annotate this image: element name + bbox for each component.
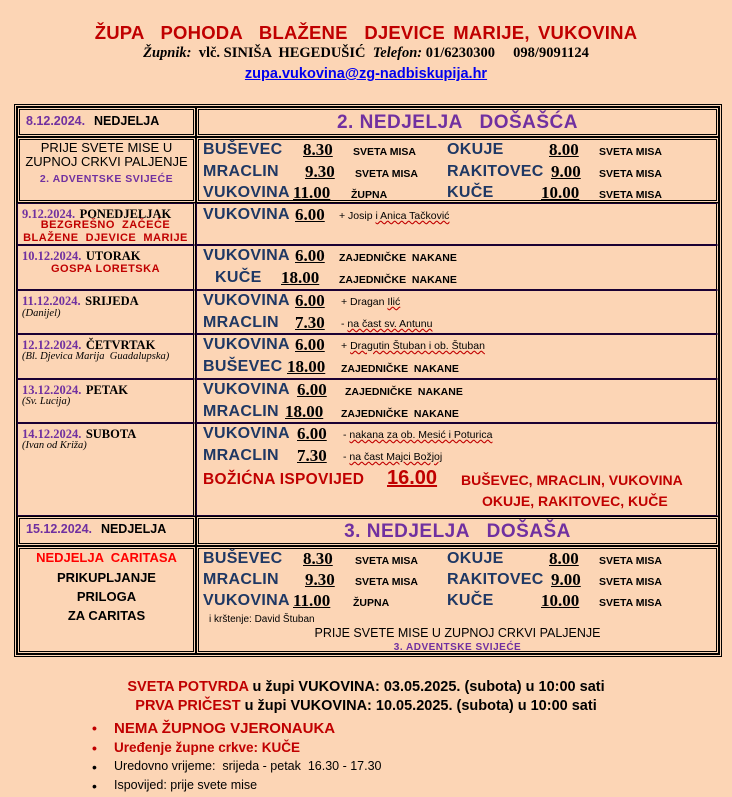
candle-line1: PRIJE SVETE MISE U ZUPNOJ CRKVI PALJENJE — [314, 626, 601, 640]
sunday1-note-line3: 2. ADVENTSKE SVIJEĆE — [39, 173, 174, 185]
mass-time: 8.00 — [549, 549, 579, 568]
mass-label: ZAJEDNIČKE NAKANE — [339, 252, 457, 264]
mass-label: SVETA MISA — [599, 576, 663, 588]
saint-name: (Ivan od Križa) — [22, 440, 87, 451]
confession-places-2: OKUJE, RAKITOVEC, KUČE — [482, 493, 668, 509]
day-name: PETAK — [85, 383, 128, 397]
day-cell-13-12 — [17, 379, 196, 423]
day-name: UTORAK — [85, 249, 141, 263]
sunday2-note-cell — [17, 546, 196, 654]
saint-name: (Bl. Djevica Marija Guadalupska) — [22, 351, 170, 362]
announcement-item: • NEMA ŽUPNOG VJERONAUKA — [92, 720, 382, 740]
intent-prefix: + — [341, 340, 351, 352]
day-cell-14-12 — [17, 423, 196, 516]
confirmation-details: u župi VUKOVINA: 03.05.2025. (subota) u 10:00 sati — [248, 679, 605, 695]
masses-cell-9-12 — [196, 203, 719, 245]
intent-prefix: - — [343, 429, 350, 441]
mass-time: 7.30 — [297, 446, 327, 465]
mass-time: 10.00 — [541, 591, 580, 610]
mass-time: 8.30 — [303, 549, 333, 568]
intent-prefix: - — [343, 451, 350, 463]
intent-text: Ilić — [387, 296, 401, 308]
sunday2-date-cell — [17, 516, 196, 546]
sunday1-date: 8.12.2024. — [26, 114, 86, 128]
sunday2-masses-cell — [196, 546, 719, 654]
saint-name: (Sv. Lucija) — [22, 396, 71, 407]
intent-text: na čast sv. Antunu — [347, 318, 433, 330]
mass-time: 6.00 — [297, 380, 327, 399]
mass-time: 6.00 — [295, 291, 325, 310]
mass-label: ZAJEDNIČKE NAKANE — [341, 363, 459, 375]
masses-cell-14-12 — [196, 423, 719, 516]
mass-label: SVETA MISA — [355, 576, 419, 588]
mass-place: BUŠEVEC — [203, 550, 283, 567]
mass-label: ŽUPNA — [351, 189, 388, 201]
mass-time: 9.00 — [551, 570, 581, 589]
mass-place: OKUJE — [447, 141, 504, 158]
mass-time: 18.00 — [281, 268, 320, 287]
day-date: 12.12.2024. — [22, 338, 82, 352]
feast-line1: BEZGREŠNO ZAČEĆE — [40, 219, 171, 231]
pastor-name: vlč. SINIŠA HEGEDUŠIĆ — [198, 45, 366, 61]
mass-intent — [341, 318, 432, 330]
day-date: 14.12.2024. — [22, 427, 82, 441]
phone-label: Telefon: — [372, 45, 423, 61]
masses-cell-13-12 — [196, 379, 719, 423]
mass-place: RAKITOVEC — [447, 571, 544, 588]
mass-place: VUKOVINA — [203, 247, 290, 264]
mass-place: VUKOVINA — [203, 381, 290, 398]
mass-time: 18.00 — [287, 357, 326, 376]
day-name: PONEDJELJAK — [79, 207, 172, 221]
mass-place: MRACLIN — [203, 571, 279, 588]
mass-intent — [341, 340, 485, 352]
sunday2-day: NEDJELJA — [100, 522, 167, 536]
mass-place: KUČE — [447, 184, 494, 201]
mass-place: RAKITOVEC — [447, 163, 544, 180]
mass-time: 8.00 — [549, 140, 579, 159]
pastor-info — [0, 45, 732, 62]
masses-cell-10-12 — [196, 245, 719, 290]
day-date: 9.12.2024. — [22, 207, 76, 221]
day-date: 10.12.2024. — [22, 249, 82, 263]
masses-cell-12-12 — [196, 334, 719, 379]
intent-text: nakana za ob. Mesić i Poturica — [349, 429, 493, 441]
mass-time: 7.30 — [295, 313, 325, 332]
mass-place: MRACLIN — [203, 403, 279, 420]
announcements-list — [92, 720, 382, 797]
feast-line1: GOSPA LORETSKA — [50, 263, 161, 275]
masses-cell-11-12 — [196, 290, 719, 334]
day-name: ČETVRTAK — [85, 338, 156, 352]
day-cell-12-12 — [17, 334, 196, 379]
baptism-note: i krštenje: David Štuban — [209, 614, 315, 625]
day-date: 13.12.2024. — [22, 383, 82, 397]
mass-time: 11.00 — [293, 591, 331, 610]
sunday1-title-cell — [196, 107, 719, 137]
mass-place: VUKOVINA — [203, 184, 290, 201]
mass-label: SVETA MISA — [599, 146, 663, 158]
mass-time: 6.00 — [295, 335, 325, 354]
mass-place: VUKOVINA — [203, 206, 290, 223]
mass-label: SVETA MISA — [599, 168, 663, 180]
day-date: 11.12.2024. — [22, 294, 81, 308]
sunday1-note-line1: PRIJE SVETE MISE U — [40, 140, 173, 155]
confession-places-1: BUŠEVEC, MRACLIN, VUKOVINA — [461, 472, 683, 488]
mass-time: 9.30 — [305, 570, 335, 589]
sunday1-note-cell — [17, 137, 196, 203]
confirmation-line — [0, 679, 732, 695]
mass-label: ZAJEDNIČKE NAKANE — [341, 408, 459, 420]
caritas-line4: ZA CARITAS — [67, 608, 146, 623]
mass-time: 18.00 — [285, 402, 324, 421]
mass-place: MRACLIN — [203, 163, 279, 180]
day-cell-11-12 — [17, 290, 196, 334]
intent-text: na čast Majci Božjoj — [349, 451, 443, 463]
mass-label: SVETA MISA — [353, 146, 417, 158]
sunday1-note-line2: ZUPNOJ CRKVI PALJENJE — [25, 154, 188, 169]
mass-place: VUKOVINA — [203, 425, 290, 442]
day-name: SRIJEDA — [85, 294, 139, 308]
mass-place: VUKOVINA — [203, 336, 290, 353]
mass-time: 9.00 — [551, 162, 581, 181]
mass-time: 6.00 — [295, 205, 325, 224]
mass-time: 8.30 — [303, 140, 333, 159]
mass-label: SVETA MISA — [355, 168, 419, 180]
mass-place: KUČE — [215, 269, 262, 286]
mass-time: 9.30 — [305, 162, 335, 181]
mass-place: OKUJE — [447, 550, 504, 567]
mass-label: SVETA MISA — [355, 555, 419, 567]
communion-line — [0, 698, 732, 714]
confirmation-label: SVETA POTVRDA — [127, 679, 249, 695]
intent-prefix: - — [341, 318, 348, 330]
caritas-line3: PRILOGA — [76, 589, 137, 604]
caritas-line2: PRIKUPLJANJE — [57, 570, 156, 585]
saint-name: (Danijel) — [22, 308, 61, 319]
sunday2-title: 3. NEDJELJA DOŠAŠA — [344, 521, 571, 542]
mass-label: ŽUPNA — [353, 597, 390, 609]
mass-time: 6.00 — [297, 424, 327, 443]
day-name: SUBOTA — [85, 427, 137, 441]
announcement-item: • Uredovno vrijeme: srijeda - petak 16.30 - 17.30 — [92, 759, 382, 778]
sunday1-masses-cell — [196, 137, 719, 203]
day-cell-10-12 — [17, 245, 196, 290]
day-cell-9-12 — [17, 203, 196, 245]
mass-label: ZAJEDNIČKE NAKANE — [345, 386, 463, 398]
mass-label: SVETA MISA — [599, 189, 663, 201]
mass-time: 11.00 — [293, 183, 331, 202]
intent-prefix: + Josip — [339, 210, 376, 222]
mass-time: 10.00 — [541, 183, 580, 202]
mass-label: SVETA MISA — [599, 597, 663, 609]
candle-line2: 3. ADVENTSKE SVIJEĆE — [393, 642, 522, 653]
intent-text: Dragutin Štuban i ob. Štuban — [350, 340, 485, 352]
mass-place: MRACLIN — [203, 314, 279, 331]
communion-details: u župi VUKOVINA: 10.05.2025. (subota) u 10:00 sati — [240, 698, 597, 714]
email-link[interactable]: zupa.vukovina@zg-nadbiskupija.hr — [244, 66, 488, 82]
mass-intent — [343, 451, 442, 463]
communion-label: PRVA PRIČEST — [135, 698, 241, 714]
mass-place: KUČE — [447, 592, 494, 609]
caritas-title: NEDJELJA CARITASA — [36, 550, 177, 565]
mass-label: ZAJEDNIČKE NAKANE — [339, 274, 457, 286]
confession-time: 16.00 — [387, 467, 438, 489]
intent-text: i Anica Tačković — [375, 210, 450, 222]
phone-1: 01/6230300 — [425, 45, 496, 61]
mass-intent — [339, 210, 449, 222]
mass-intent — [343, 429, 492, 441]
announcement-item: • Ispovijed: prije svete mise — [92, 778, 382, 797]
mass-place: VUKOVINA — [203, 592, 290, 609]
mass-place: MRACLIN — [203, 447, 279, 464]
confession-label: BOŽIĆNA ISPOVIJED — [203, 471, 365, 488]
mass-place: BUŠEVEC — [203, 358, 283, 375]
sunday1-date-cell — [17, 107, 196, 137]
sunday2-title-cell — [196, 516, 719, 546]
sunday2-date: 15.12.2024. — [26, 522, 93, 536]
mass-intent — [341, 296, 400, 308]
announcement-item: • Uređenje župne crkve: KUČE — [92, 740, 382, 759]
mass-place: VUKOVINA — [203, 292, 290, 309]
sunday1-title: 2. NEDJELJA DOŠAŠĆA — [336, 112, 578, 133]
intent-prefix: + Dragan — [341, 296, 388, 308]
pastor-label: Župnik: — [143, 45, 192, 61]
feast-line2: BLAŽENE DJEVICE MARIJE — [23, 232, 188, 244]
mass-label: SVETA MISA — [599, 555, 663, 567]
parish-title: ŽUPA POHODA BLAŽENE DJEVICE MARIJE, VUKOVINA — [94, 22, 638, 43]
mass-place: BUŠEVEC — [203, 141, 283, 158]
mass-time: 6.00 — [295, 246, 325, 265]
sunday1-day: NEDJELJA — [93, 114, 160, 128]
phone-2: 098/9091124 — [513, 45, 589, 61]
